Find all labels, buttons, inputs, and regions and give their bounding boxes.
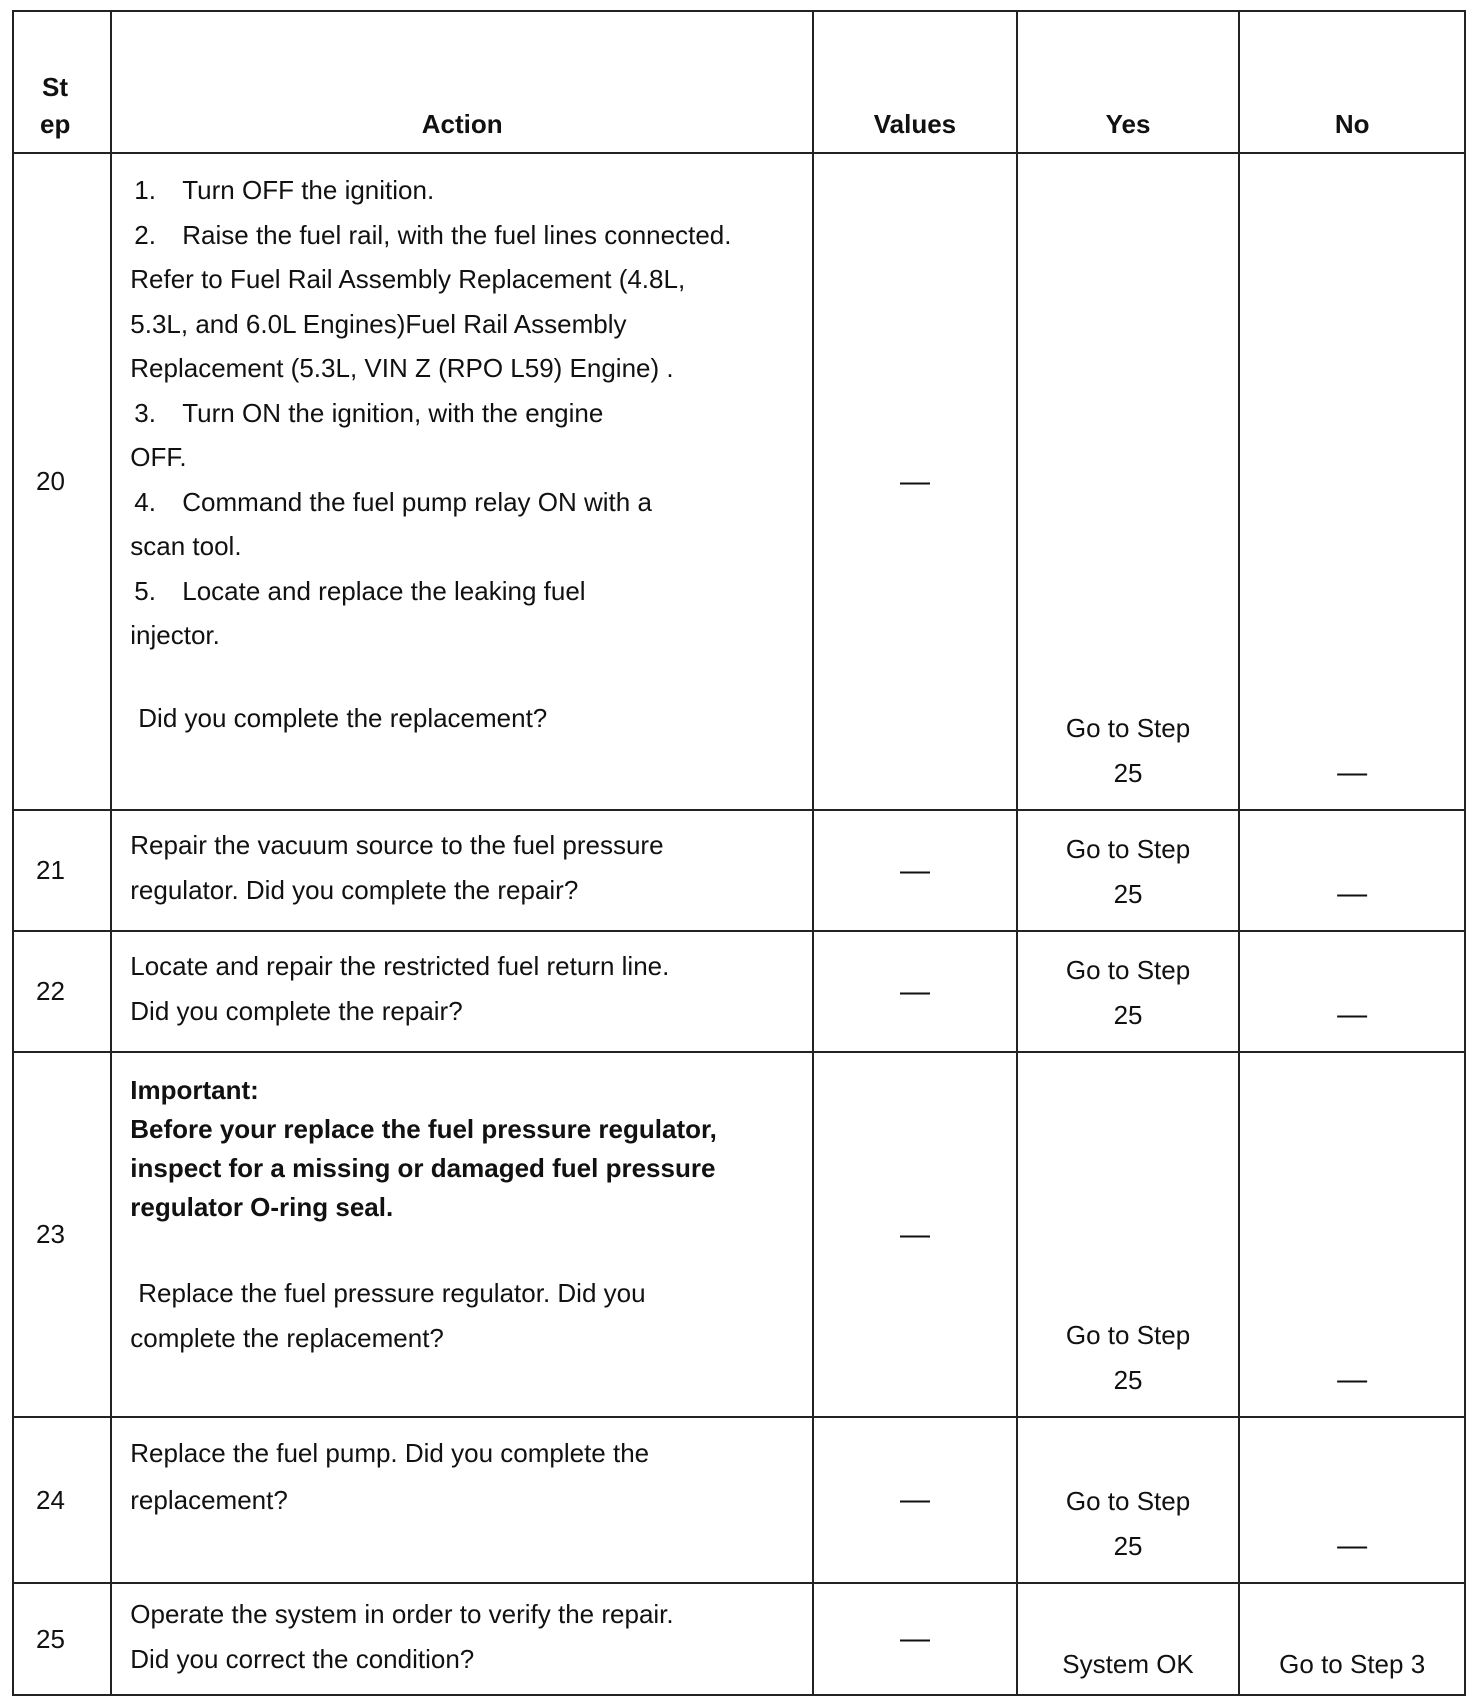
values-cell: — xyxy=(813,153,1017,810)
yes-goto-text: Go to Step xyxy=(1065,955,1191,985)
action-question: Did you complete the replacement? xyxy=(138,702,548,733)
important-label: Important: xyxy=(130,1075,259,1105)
action-text: Operate the system in order to verify the repair. xyxy=(130,1599,674,1629)
item-number: 1. xyxy=(134,175,156,205)
table-row xyxy=(13,1417,1465,1583)
header-step-line1: St xyxy=(42,72,68,102)
values-cell: — xyxy=(813,1417,1017,1583)
yes-step-number: 25 xyxy=(1113,999,1143,1030)
table-row xyxy=(13,931,1465,1052)
no-cell: — xyxy=(1239,1052,1465,1417)
item-text: Locate and replace the leaking fuel injector. xyxy=(130,575,586,650)
action-text: Repair the vacuum source to the fuel pressure regulator. Did you complete the repair? xyxy=(130,830,664,905)
yes-cell: System OK xyxy=(1017,1583,1240,1695)
action-cell xyxy=(111,931,813,1052)
header-values: Values xyxy=(813,11,1017,153)
list-item xyxy=(130,168,792,213)
action-cell xyxy=(111,1052,813,1417)
yes-step-number: 25 xyxy=(1113,1364,1143,1395)
list-item xyxy=(130,213,740,391)
action-question: Did you correct the condition? xyxy=(130,1643,475,1674)
yes-step-number: 25 xyxy=(1113,878,1143,909)
item-number: 2. xyxy=(134,219,156,250)
list-item xyxy=(130,391,650,480)
header-row xyxy=(13,11,1465,153)
table-row xyxy=(13,810,1465,931)
action-cell xyxy=(111,1417,813,1583)
item-number: 5. xyxy=(134,575,156,606)
header-step-line2: ep xyxy=(40,109,71,139)
yes-cell xyxy=(1017,1052,1240,1417)
no-cell: — xyxy=(1239,810,1465,931)
step-number: 21 xyxy=(13,810,111,931)
values-cell: — xyxy=(813,931,1017,1052)
list-item xyxy=(130,569,630,658)
diagnostic-steps-table xyxy=(12,10,1466,1696)
yes-step-number: 25 xyxy=(1113,757,1143,788)
action-steps-list xyxy=(130,168,792,658)
yes-goto-text: Go to Step xyxy=(1065,713,1191,743)
yes-cell xyxy=(1017,810,1240,931)
action-question: Did you complete the repair? xyxy=(130,995,463,1026)
step-number: 23 xyxy=(13,1052,111,1417)
item-text: Turn OFF the ignition. xyxy=(182,175,435,205)
table-row xyxy=(13,1583,1465,1695)
step-number: 22 xyxy=(13,931,111,1052)
yes-goto-text: Go to Step xyxy=(1065,1486,1191,1516)
step-number: 24 xyxy=(13,1417,111,1583)
action-text: Locate and repair the restricted fuel return line. xyxy=(130,951,670,981)
yes-cell xyxy=(1017,153,1240,810)
item-number: 4. xyxy=(134,486,156,517)
action-text: Replace the fuel pressure regulator. Did you complete the replacement? xyxy=(130,1278,646,1353)
action-text: Replace the fuel pump. Did you complete the replacement? xyxy=(130,1438,650,1515)
no-cell: — xyxy=(1239,1417,1465,1583)
item-number: 3. xyxy=(134,397,156,428)
values-cell: — xyxy=(813,1052,1017,1417)
table-row xyxy=(13,1052,1465,1417)
table-row xyxy=(13,153,1465,810)
important-note: Before your replace the fuel pressure regulator, inspect for a missing or damaged fuel pressure regulator O-ring seal. xyxy=(130,1114,717,1222)
no-cell: Go to Step 3 xyxy=(1239,1583,1465,1695)
header-step xyxy=(13,11,111,153)
item-text: Command the fuel pump relay ON with a scan tool. xyxy=(130,486,652,561)
item-text: Turn ON the ignition, with the engine OFF. xyxy=(130,397,604,472)
step-number: 25 xyxy=(13,1583,111,1695)
yes-step-number: 25 xyxy=(1113,1530,1143,1561)
yes-cell xyxy=(1017,931,1240,1052)
list-item xyxy=(130,480,690,569)
values-cell: — xyxy=(813,810,1017,931)
header-action: Action xyxy=(111,11,813,153)
item-text: Raise the fuel rail, with the fuel lines connected. Refer to Fuel Rail Assembly Replacement (4.8L, 5.3L, and 6.0L Engines)Fuel Rail Assembly Replacement (5.3L, VIN Z (RPO L59) Engine) . xyxy=(130,219,732,383)
step-number: 20 xyxy=(13,153,111,810)
header-yes: Yes xyxy=(1017,11,1240,153)
header-no: No xyxy=(1239,11,1465,153)
no-cell: — xyxy=(1239,153,1465,810)
no-cell: — xyxy=(1239,931,1465,1052)
action-cell xyxy=(111,153,813,810)
yes-goto-text: Go to Step xyxy=(1065,834,1191,864)
yes-goto-text: Go to Step xyxy=(1065,1320,1191,1350)
action-cell xyxy=(111,810,813,931)
yes-cell xyxy=(1017,1417,1240,1583)
values-cell: — xyxy=(813,1583,1017,1695)
action-cell xyxy=(111,1583,813,1695)
